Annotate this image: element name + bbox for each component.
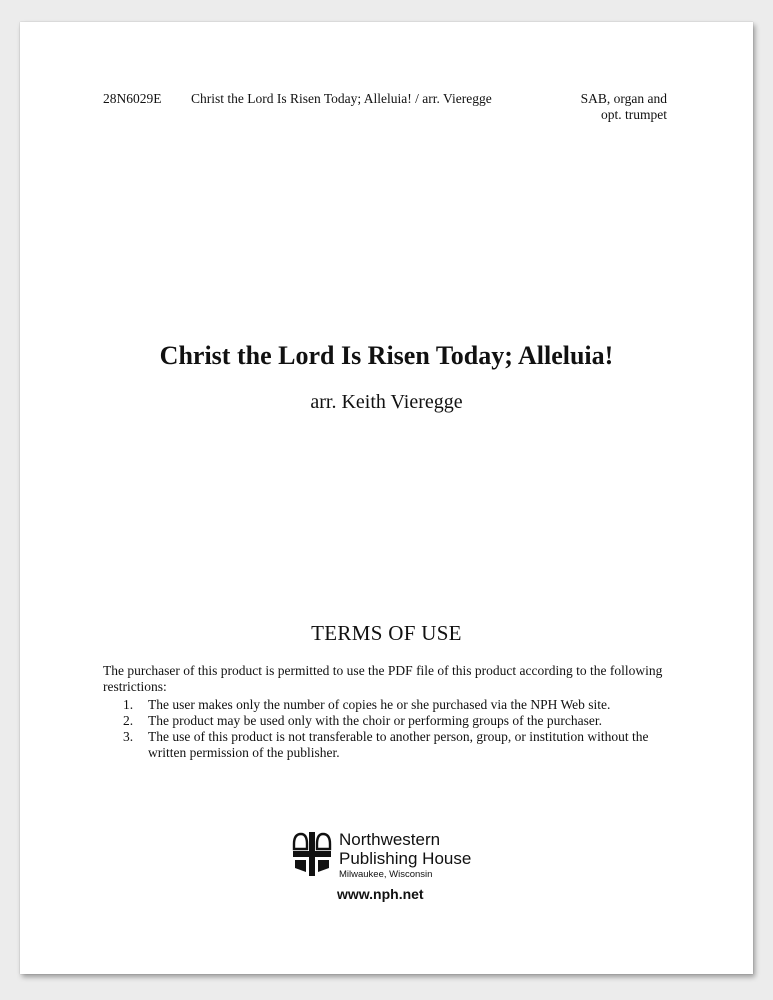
terms-item: [123, 729, 668, 761]
header-product-code: 28N6029E: [103, 91, 162, 106]
terms-list: [123, 697, 668, 761]
publisher-url: www.nph.net: [337, 886, 424, 902]
terms-intro: The purchaser of this product is permitted to use the PDF file of this product according to the following restrictions:: [103, 663, 663, 694]
publisher-name-line2: Publishing House: [339, 849, 472, 868]
header-voicing: [581, 91, 667, 123]
publisher-name: [339, 830, 471, 868]
arranger-credit: arr. Keith Vieregge: [310, 391, 463, 413]
publisher-name-line1: Northwestern: [339, 830, 441, 849]
terms-item-number: 1.: [123, 697, 134, 712]
publisher-logo: [291, 828, 491, 908]
publisher-city: Milwaukee, Wisconsin: [339, 869, 433, 880]
nph-cross-book-icon: [291, 830, 333, 878]
header-voicing-line1: SAB, organ and: [580, 91, 667, 106]
header-voicing-line2: opt. trumpet: [601, 107, 667, 122]
page-title: Christ the Lord Is Risen Today; Alleluia!: [159, 341, 614, 370]
terms-item-number: 3.: [123, 729, 134, 744]
terms-item-text: The use of this product is not transferable to another person, group, or institution without the written permission of the publisher.: [148, 729, 649, 760]
document-page: [20, 22, 753, 974]
header-title-line: Christ the Lord Is Risen Today; Alleluia! / arr. Vieregge: [191, 91, 492, 106]
terms-item: [123, 697, 668, 713]
terms-item-text: The user makes only the number of copies he or she purchased via the NPH Web site.: [148, 697, 611, 712]
terms-item-text: The product may be used only with the choir or performing groups of the purchaser.: [148, 713, 603, 728]
terms-heading: TERMS OF USE: [311, 621, 462, 645]
terms-item: [123, 713, 668, 729]
terms-item-number: 2.: [123, 713, 134, 728]
